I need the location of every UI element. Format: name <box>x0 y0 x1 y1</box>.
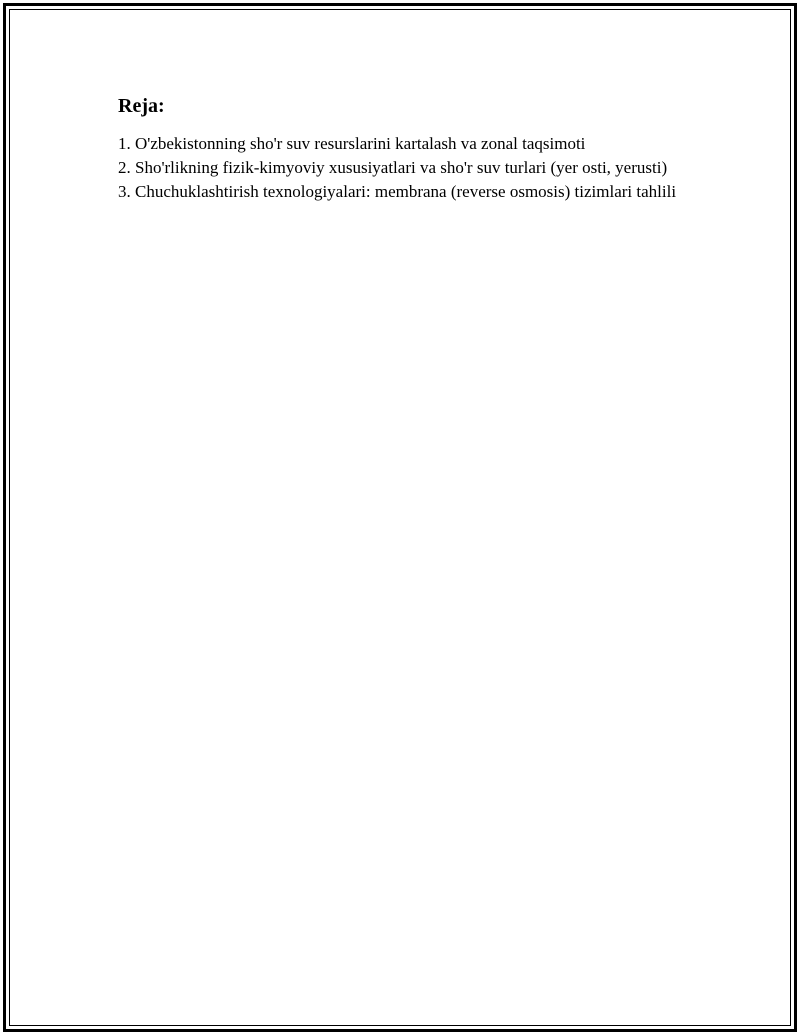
plan-item: 2. Sho'rlikning fizik-kimyoviy xususiyatlari va sho'r suv turlari (yer osti, yerusti) <box>118 158 668 177</box>
plan-list <box>118 132 688 204</box>
plan-item: 1. O'zbekistonning sho'r suv resurslarini kartalash va zonal taqsimoti <box>118 134 586 153</box>
plan-heading: Reja: <box>118 95 165 117</box>
plan-item: 3. Chuchuklashtirish texnologiyalari: membrana (reverse osmosis) tizimlari tahlili <box>118 182 677 201</box>
page-content <box>118 94 688 204</box>
